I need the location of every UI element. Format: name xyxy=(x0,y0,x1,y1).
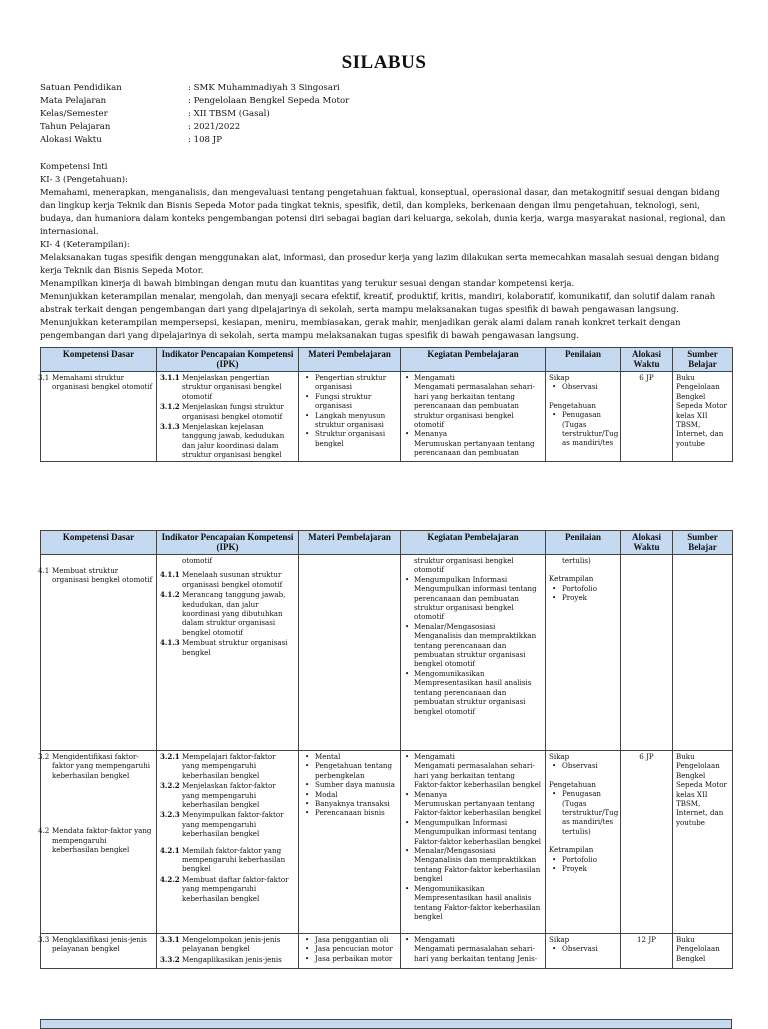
ipk-number: 3.2.1 xyxy=(160,752,180,761)
ki3-text: Memahami, menerapkan, menganalisis, dan mengevaluasi tentang pengetahuan faktual, konseptual, operasional dasar, dan metakognitif sesuai dengan bidang dan lingkup kerja Teknik dan Bisnis Sepeda Motor pada tingkat teknis, spesifik, detil, dan kompleks, berkenaan dengan ilmu pengetahuan, teknologi, seni, budaya, dan humaniora dalam konteks pengembangan potensi diri sebagai bagian dari keluarga, sekolah, dunia kerja, warga masyarakat nasional, regional, dan internasional. xyxy=(40,187,726,236)
next-table-header-edge xyxy=(40,1019,732,1029)
kd-text: Memahami struktur organisasi bengkel otomotif xyxy=(52,373,153,392)
list-item xyxy=(404,429,542,457)
list-item: • Perencanaan bisnis xyxy=(302,808,397,817)
list-item xyxy=(404,669,542,716)
list-item: • Langkah menyusun struktur organisasi xyxy=(302,411,397,430)
list-item xyxy=(404,818,542,846)
activity-text: Merumuskan pertanyaan tentang perencanaan dan pembuatan xyxy=(414,438,535,458)
activity-text: Merumuskan pertanyaan tentang Faktor-faktor keberhasilan bengkel xyxy=(414,799,542,818)
ki4-text: Menampilkan kinerja di bawah bimbingan dengan mutu dan kuantitas yang terukur sesuai dengan standar kompetensi kerja. xyxy=(40,278,575,288)
col-header-materi: Materi Pembelajaran xyxy=(299,531,401,555)
time-allocation: 6 JP xyxy=(639,373,654,382)
activity-heading: • Menanya xyxy=(414,429,448,439)
ipk-text: Mengelompokan jenis-jenis pelayanan bengkel xyxy=(182,935,281,954)
list-item: • Proyek xyxy=(549,864,617,873)
list-item: • Struktur organisasi bengkel xyxy=(302,429,397,448)
learning-source: Buku Pengelolaan Bengkel xyxy=(676,935,720,963)
list-item: • Jasa penggantian oli xyxy=(302,935,397,944)
col-header-penilaian: Penilaian xyxy=(546,531,621,555)
list-item: • Portofolio xyxy=(549,855,617,864)
assessment-heading: Pengetahuan xyxy=(549,400,596,410)
list-item: • Mental xyxy=(302,752,397,761)
list-item: • Portofolio xyxy=(549,584,617,593)
table-row xyxy=(41,372,733,462)
ipk-number: 3.2.3 xyxy=(160,810,180,820)
activity-heading: • Mengamati xyxy=(414,752,455,761)
activity-text: Mempresentasikan hasil analisis tentang Faktor-faktor keberhasilan bengkel xyxy=(414,893,541,921)
ipk-number: 3.1.2 xyxy=(160,402,180,412)
activity-heading: • Mengomunikasikan xyxy=(414,883,485,893)
list-item: • Jasa perbaikan motor xyxy=(302,954,397,963)
activity-heading: • Mengumpulkan Informasi xyxy=(414,574,508,584)
list-item: • Observasi xyxy=(549,761,617,770)
ki-heading: Kompetensi Inti xyxy=(40,161,108,171)
list-item: • Jasa pencucian motor xyxy=(302,944,397,953)
activity-heading: • Mengamati xyxy=(414,373,455,382)
identity-block xyxy=(40,82,349,147)
list-item: • Modal xyxy=(302,790,397,799)
ki4-label: KI- 4 (Keterampilan): xyxy=(40,239,130,249)
ipk-text: Menjelaskan faktor-faktor yang mempengaruhi keberhasilan bengkel xyxy=(182,781,276,810)
list-item: • Fungsi struktur organisasi xyxy=(302,392,397,411)
meta-label: Mata Pelajaran xyxy=(40,96,107,106)
ipk-number: 4.1.3 xyxy=(160,638,180,648)
meta-value: : XII TBSM (Gasal) xyxy=(188,109,270,119)
col-header-kd: Kompetensi Dasar xyxy=(41,348,157,372)
ipk-number: 3.3.2 xyxy=(160,954,180,964)
meta-label: Alokasi Waktu xyxy=(40,135,102,145)
kd-number: 4.1 xyxy=(38,566,50,575)
learning-source: Buku Pengelolaan Bengkel Sepeda Motor kelas XII TBSM, Internet, dan youtube xyxy=(676,373,727,448)
col-header-kd: Kompetensi Dasar xyxy=(41,531,157,555)
meta-row xyxy=(40,95,349,108)
assessment-continuation: tertulis) xyxy=(562,556,591,565)
ipk-number: 3.1.3 xyxy=(160,422,180,432)
syllabus-table-2 xyxy=(40,530,733,969)
list-item: • Penugasan (Tugas terstruktur/Tug as mandiri/tes xyxy=(549,410,617,448)
activity-text: Mengumpulkan informasi tentang perencanaan dan pembuatan struktur organisasi bengkel otomotif xyxy=(414,584,537,622)
kd-number: 3.2 xyxy=(38,752,50,761)
assessment-heading: Ketrampilan xyxy=(549,574,594,584)
kd-number: 3.3 xyxy=(38,935,50,944)
ki4-text: Menunjukkan keterampilan menalar, mengolah, dan menyaji secara efektif, kreatif, produktif, kritis, mandiri, kolaboratif, komunikatif, dan solutif dalam ranah abstrak terkait dengan pengembangan dari yang dipelajarinya di sekolah, serta mampu melaksanakan tugas spesifik di bawah pengawasan langsung. xyxy=(40,291,716,314)
col-header-kegiatan: Kegiatan Pembelajaran xyxy=(401,531,546,555)
meta-value: : 2021/2022 xyxy=(188,122,241,132)
activity-heading: • Mengumpulkan Informasi xyxy=(414,817,508,827)
col-header-alokasi: Alokasi Waktu xyxy=(621,531,673,555)
list-item xyxy=(404,752,542,790)
table-row xyxy=(41,555,733,751)
list-item: • Proyek xyxy=(549,593,617,602)
kd-text: Mengidentifikasi faktor-faktor yang mempengaruhi keberhasilan bengkel xyxy=(52,752,151,780)
ipk-text: Merancang tanggung jawab, kedudukan, dan jalur koordinasi yang dibutuhkan dalam struktur organisasi bengkel otomotif xyxy=(182,590,286,637)
meta-value: : SMK Muhammadiyah 3 Singosari xyxy=(188,83,340,93)
meta-value: : 108 JP xyxy=(188,135,222,145)
ipk-number: 3.3.1 xyxy=(160,935,180,944)
assessment-heading: Sikap xyxy=(549,935,570,944)
learning-source: Buku Pengelolaan Bengkel Sepeda Motor kelas XII TBSM, Internet, dan youtube xyxy=(673,751,733,934)
activity-text: Mengamati permasalahan sehari-hari yang berkaitan tentang perencanaan dan pembuatan struktur organisasi bengkel otomotif xyxy=(414,382,535,430)
kompetensi-inti xyxy=(40,160,730,342)
page-title: SILABUS xyxy=(341,52,427,73)
activity-text: Mengamati permasalahan sehari-hari yang berkaitan tentang Faktor-faktor keberhasilan bengkel xyxy=(414,761,542,790)
activity-heading: • Mengomunikasikan xyxy=(414,668,485,678)
ipk-text: Menjelaskan kejelasan tanggung jawab, kedudukan dan jalur koordinasi dalam struktur organisasi bengkel xyxy=(182,422,285,460)
ipk-number: 4.1.1 xyxy=(160,570,180,580)
kd-text: Membuat struktur organisasi bengkel otomotif xyxy=(52,566,153,585)
list-item xyxy=(404,622,542,669)
ipk-text: Menjelaskan fungsi struktur organisasi bengkel otomotif xyxy=(182,402,284,421)
time-allocation: 6 JP xyxy=(621,751,673,934)
meta-row xyxy=(40,82,349,95)
list-item xyxy=(404,575,542,622)
list-item xyxy=(404,935,542,963)
activity-text: Mempresentasikan hasil analisis tentang perencanaan dan pembuatan struktur organisasi bengkel otomotif xyxy=(414,678,532,716)
meta-label: Satuan Pendidikan xyxy=(40,83,122,93)
kd-number: 3.1 xyxy=(38,373,50,382)
col-header-materi: Materi Pembelajaran xyxy=(299,348,401,372)
col-header-ipk: Indikator Pencapaian Kompetensi (IPK) xyxy=(157,348,299,372)
activity-heading: • Menalar/Mengasosiasi xyxy=(414,846,496,856)
meta-row xyxy=(40,134,349,147)
list-item: • Observasi xyxy=(549,944,617,953)
table-row xyxy=(41,751,733,934)
list-item: • Banyaknya transaksi xyxy=(302,799,397,808)
assessment-heading: Sikap xyxy=(549,752,570,761)
kd-text: Mendata faktor-faktor yang mempengaruhi keberhasilan bengkel xyxy=(52,826,152,855)
activity-text: Menganalisis dan mempraktikkan tentang Faktor-faktor keberhasilan bengkel xyxy=(414,855,541,884)
col-header-sumber: Sumber Belajar xyxy=(673,531,733,555)
ipk-text: Membuat struktur organisasi bengkel xyxy=(182,638,288,657)
syllabus-table-1 xyxy=(40,347,733,462)
assessment-heading: Ketrampilan xyxy=(549,845,594,855)
meta-row xyxy=(40,121,349,134)
ipk-number: 4.2.1 xyxy=(160,845,180,855)
time-allocation: 12 JP xyxy=(637,935,656,944)
ipk-text: Menjelaskan pengertian struktur organisasi bengkel otomotif xyxy=(182,373,282,401)
list-item xyxy=(404,846,542,884)
meta-value: : Pengelolaan Bengkel Sepeda Motor xyxy=(188,96,350,106)
list-item: • Pengetahuan tentang perbengkelan xyxy=(302,761,397,780)
ki3-label: KI- 3 (Pengetahuan): xyxy=(40,174,128,184)
activity-heading: • Menanya xyxy=(414,789,448,799)
ipk-text: Menyimpulkan faktor-faktor yang mempengaruhi keberhasilan bengkel xyxy=(182,810,284,839)
ki4-text: Menunjukkan keterampilan mempersepsi, kesiapan, meniru, membiasakan, gerak mahir, menjadikan gerak alami dalam ranah konkret terkait dengan pengembangan dari yang dipelajarinya di sekolah, serta mampu melaksanakan tugas spesifik di bawah pengawasan langsung. xyxy=(40,317,681,340)
table-row xyxy=(41,934,733,969)
list-item xyxy=(404,884,542,922)
meta-label: Kelas/Semester xyxy=(40,109,108,119)
ipk-text: Menelaah susunan struktur organisasi bengkel otomotif xyxy=(182,570,283,589)
col-header-penilaian: Penilaian xyxy=(546,348,621,372)
col-header-alokasi: Alokasi Waktu xyxy=(621,348,673,372)
ipk-text: Membuat daftar faktor-faktor yang mempengaruhi keberhasilan bengkel xyxy=(182,874,289,903)
list-item: • Penugasan (Tugas terstruktur/Tug as mandiri/tes tertulis) xyxy=(549,789,617,836)
ipk-text: Mempelajari faktor-faktor yang mempengaruhi keberhasilan bengkel xyxy=(182,752,276,780)
col-header-sumber: Sumber Belajar xyxy=(673,348,733,372)
kd-number: 4.2 xyxy=(38,826,50,836)
list-item xyxy=(404,790,542,818)
ipk-number: 3.1.1 xyxy=(160,373,180,382)
ipk-number: 4.1.2 xyxy=(160,590,180,600)
col-header-kegiatan: Kegiatan Pembelajaran xyxy=(401,348,546,372)
assessment-heading: Pengetahuan xyxy=(549,779,596,789)
ipk-text: Memilah faktor-faktor yang mempengaruhi keberhasilan bengkel xyxy=(182,845,286,874)
activity-heading: • Menalar/Mengasosiasi xyxy=(414,621,496,631)
activity-text: Mengumpulkan informasi tentang Faktor-faktor keberhasilan bengkel xyxy=(414,827,542,846)
activity-text: Mengamati permasalahan sehari-hari yang berkaitan tentang Jenis- xyxy=(414,944,538,963)
ipk-continuation: otomotif xyxy=(182,556,213,565)
kd-text: Mengklasifikasi jenis-jenis pelayanan bengkel xyxy=(52,935,147,954)
list-item: • Sumber daya manusia xyxy=(302,780,397,789)
ipk-number: 3.2.2 xyxy=(160,781,180,791)
assessment-heading: Sikap xyxy=(549,373,570,382)
activity-continuation: struktur organisasi bengkel otomotif xyxy=(414,556,514,575)
activity-heading: • Mengamati xyxy=(414,935,455,944)
list-item: • Pengertian struktur organisasi xyxy=(302,373,397,392)
ipk-text: Mengaplikasikan jenis-jenis xyxy=(182,954,282,964)
ki4-text: Melaksanakan tugas spesifik dengan menggunakan alat, informasi, dan prosedur kerja yang lazim dilakukan serta memecahkan masalah sesuai dengan bidang kerja Teknik dan Bisnis Sepeda Motor. xyxy=(40,252,720,275)
list-item: • Observasi xyxy=(549,382,617,391)
meta-label: Tahun Pelajaran xyxy=(40,122,111,132)
meta-row xyxy=(40,108,349,121)
ipk-number: 4.2.2 xyxy=(160,874,180,884)
col-header-ipk: Indikator Pencapaian Kompetensi (IPK) xyxy=(157,531,299,555)
activity-text: Menganalisis dan mempraktikkan tentang perencanaan dan pembuatan struktur organisasi bengkel otomotif xyxy=(414,631,537,669)
list-item xyxy=(404,373,542,429)
